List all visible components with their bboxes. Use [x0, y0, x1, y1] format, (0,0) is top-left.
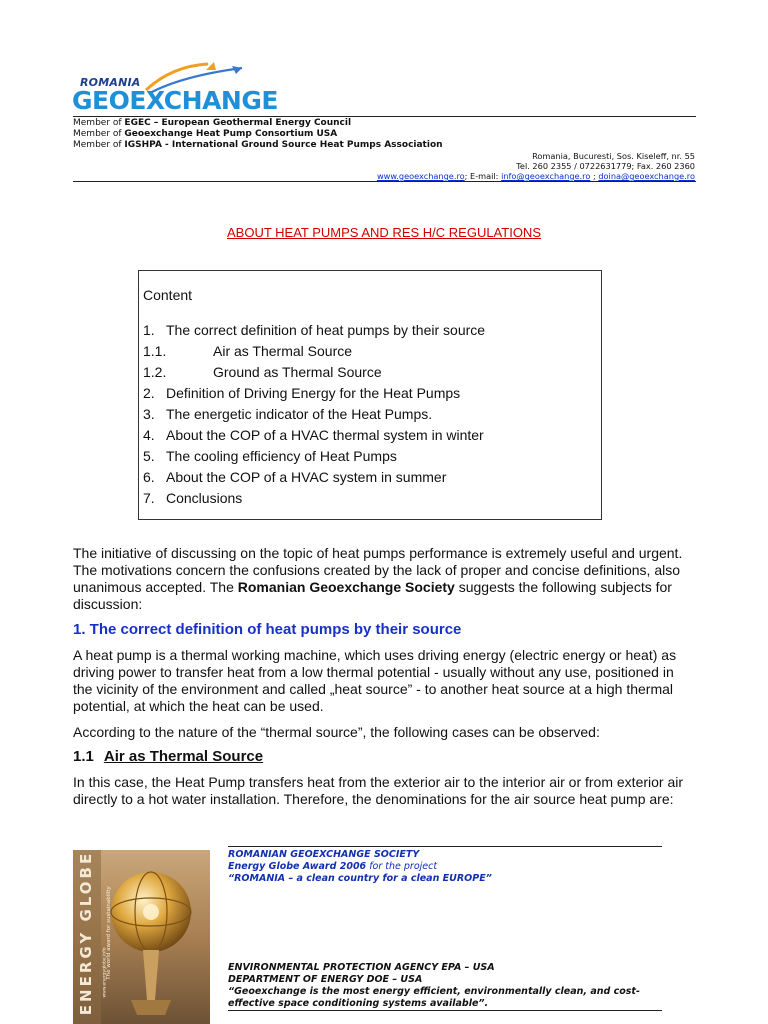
- member-prefix: Member of: [73, 118, 125, 128]
- toc-item[interactable]: [143, 363, 485, 384]
- award-block: [228, 849, 492, 885]
- toc-item-number: 1.1.: [143, 343, 167, 359]
- toc-item-label: The energetic indicator of the Heat Pumps.: [166, 406, 433, 422]
- contact-address: [377, 151, 695, 181]
- body-paragraph: A heat pump is a thermal working machine, which uses driving energy (electric energy or heat) as driving power to transfer heat from a low thermal potential - usually without any use, positioned in the vicinity of the environment and called „heat source” - to another heat source at a high thermal potential, at which the heat can be used.: [73, 647, 677, 714]
- intro-text: The initiative of discussing on the topic of heat pumps performance is extremely useful and urgent. The motivations concern the confusions created by the lack of proper and concise definitions, also unanimous accepted. The: [73, 545, 683, 595]
- body-paragraph: In this case, the Heat Pump transfers heat from the exterior air to the interior air or from exterior air directly to a hot water installation. Therefore, the denominations for the air source heat pump are:: [73, 774, 684, 807]
- toc-heading: Content: [143, 287, 193, 303]
- toc-item[interactable]: [143, 342, 485, 363]
- logo-country: ROMANIA: [80, 76, 141, 89]
- member-org: Geoexchange Heat Pump Consortium USA: [124, 129, 338, 139]
- energy-globe-logo-text: ENERGY GLOBE: [77, 850, 95, 1016]
- email-link-doina[interactable]: doina@geoexchange.ro: [598, 171, 695, 181]
- toc-item-label: The cooling efficiency of Heat Pumps: [166, 448, 397, 464]
- document-title: ABOUT HEAT PUMPS AND RES H/C REGULATIONS: [227, 225, 541, 240]
- membership-list: [73, 118, 443, 151]
- toc-item-label: Conclusions: [166, 490, 243, 506]
- body-paragraph: According to the nature of the “thermal source”, the following cases can be observed:: [73, 724, 600, 740]
- award-project: “ROMANIA – a clean country for a clean EUROPE”: [228, 873, 492, 884]
- toc-item[interactable]: [143, 447, 485, 468]
- toc-item-number: 1.: [143, 322, 155, 338]
- member-prefix: Member of: [73, 129, 125, 139]
- toc-item-label: About the COP of a HVAC system in summer: [166, 469, 447, 485]
- toc-item-number: 3.: [143, 406, 155, 422]
- toc-item-number: 5.: [143, 448, 155, 464]
- table-of-contents: [138, 270, 602, 520]
- website-link[interactable]: www.geoexchange.ro: [376, 171, 465, 181]
- toc-item[interactable]: [143, 426, 485, 447]
- energy-globe-tagline: The world award for sustainability: [106, 886, 112, 980]
- header-rule-top: [73, 116, 696, 117]
- contact-links: [377, 171, 695, 181]
- department-name: DEPARTMENT OF ENERGY DOE – USA: [228, 974, 423, 985]
- award-suffix: for the project: [366, 861, 438, 872]
- subsection-number: 1.1: [73, 748, 94, 765]
- toc-item[interactable]: [143, 321, 485, 342]
- award-society: ROMANIAN GEOEXCHANGE SOCIETY: [228, 849, 420, 860]
- agency-quote: “Geoexchange is the most energy efficient, environmentally clean, and cost-effective space conditioning systems available”.: [228, 986, 640, 1009]
- intro-text-end: suggests the following subjects for discussion:: [73, 579, 672, 612]
- toc-item-label: Air as Thermal Source: [213, 343, 353, 359]
- toc-list: [143, 321, 485, 510]
- subsection-label: Air as Thermal Source: [103, 748, 264, 765]
- subsection-heading: [73, 748, 263, 765]
- membership-line: [73, 140, 443, 151]
- toc-item[interactable]: [143, 405, 485, 426]
- header-rule-bottom: [73, 181, 696, 182]
- award-name-line: [228, 861, 492, 873]
- energy-globe-award-image: [73, 850, 210, 1024]
- toc-item-number: 6.: [143, 469, 155, 485]
- logo-brand: GEOEXCHANGE: [72, 86, 278, 115]
- toc-item-number: 4.: [143, 427, 155, 443]
- agency-endorsement: [228, 962, 658, 1010]
- membership-line: [73, 118, 443, 129]
- intro-paragraph: [73, 545, 695, 613]
- phone-line: Tel. 260 2355 / 0722631779; Fax. 260 2360: [516, 161, 695, 171]
- address-line: Romania, Bucuresti, Sos. Kiseleff, nr. 55: [532, 151, 695, 161]
- member-org: IGSHPA - International Ground Source Heat Pumps Association: [124, 140, 443, 150]
- toc-item-label: Ground as Thermal Source: [213, 364, 382, 380]
- toc-item[interactable]: [143, 384, 485, 405]
- toc-item-number: 1.2.: [143, 364, 167, 380]
- toc-item-label: Definition of Driving Energy for the Heat Pumps: [166, 385, 461, 401]
- email-label: ; E-mail:: [464, 171, 502, 181]
- award-name: Energy Globe Award 2006: [228, 861, 367, 872]
- company-logo: [70, 60, 278, 116]
- member-org: EGEC – European Geothermal Energy Council: [124, 118, 352, 128]
- toc-item-number: 2.: [143, 385, 155, 401]
- toc-item[interactable]: [143, 468, 485, 489]
- membership-line: [73, 129, 443, 140]
- award-rule-top: [228, 846, 662, 847]
- toc-item-label: The correct definition of heat pumps by their source: [166, 322, 486, 338]
- section-heading: 1. The correct definition of heat pumps by their source: [73, 621, 462, 638]
- toc-item[interactable]: [143, 489, 485, 510]
- society-name: Romanian Geoexchange Society: [237, 579, 455, 595]
- energy-globe-url: www.energyglobe.info: [102, 947, 108, 998]
- email-separator: ;: [590, 171, 599, 181]
- member-prefix: Member of: [73, 140, 125, 150]
- agency-name: ENVIRONMENTAL PROTECTION AGENCY EPA – USA: [228, 962, 495, 973]
- toc-item-number: 7.: [143, 490, 155, 506]
- email-link-info[interactable]: info@geoexchange.ro: [501, 171, 591, 181]
- toc-item-label: About the COP of a HVAC thermal system in winter: [166, 427, 484, 443]
- award-rule-bottom: [228, 1010, 662, 1011]
